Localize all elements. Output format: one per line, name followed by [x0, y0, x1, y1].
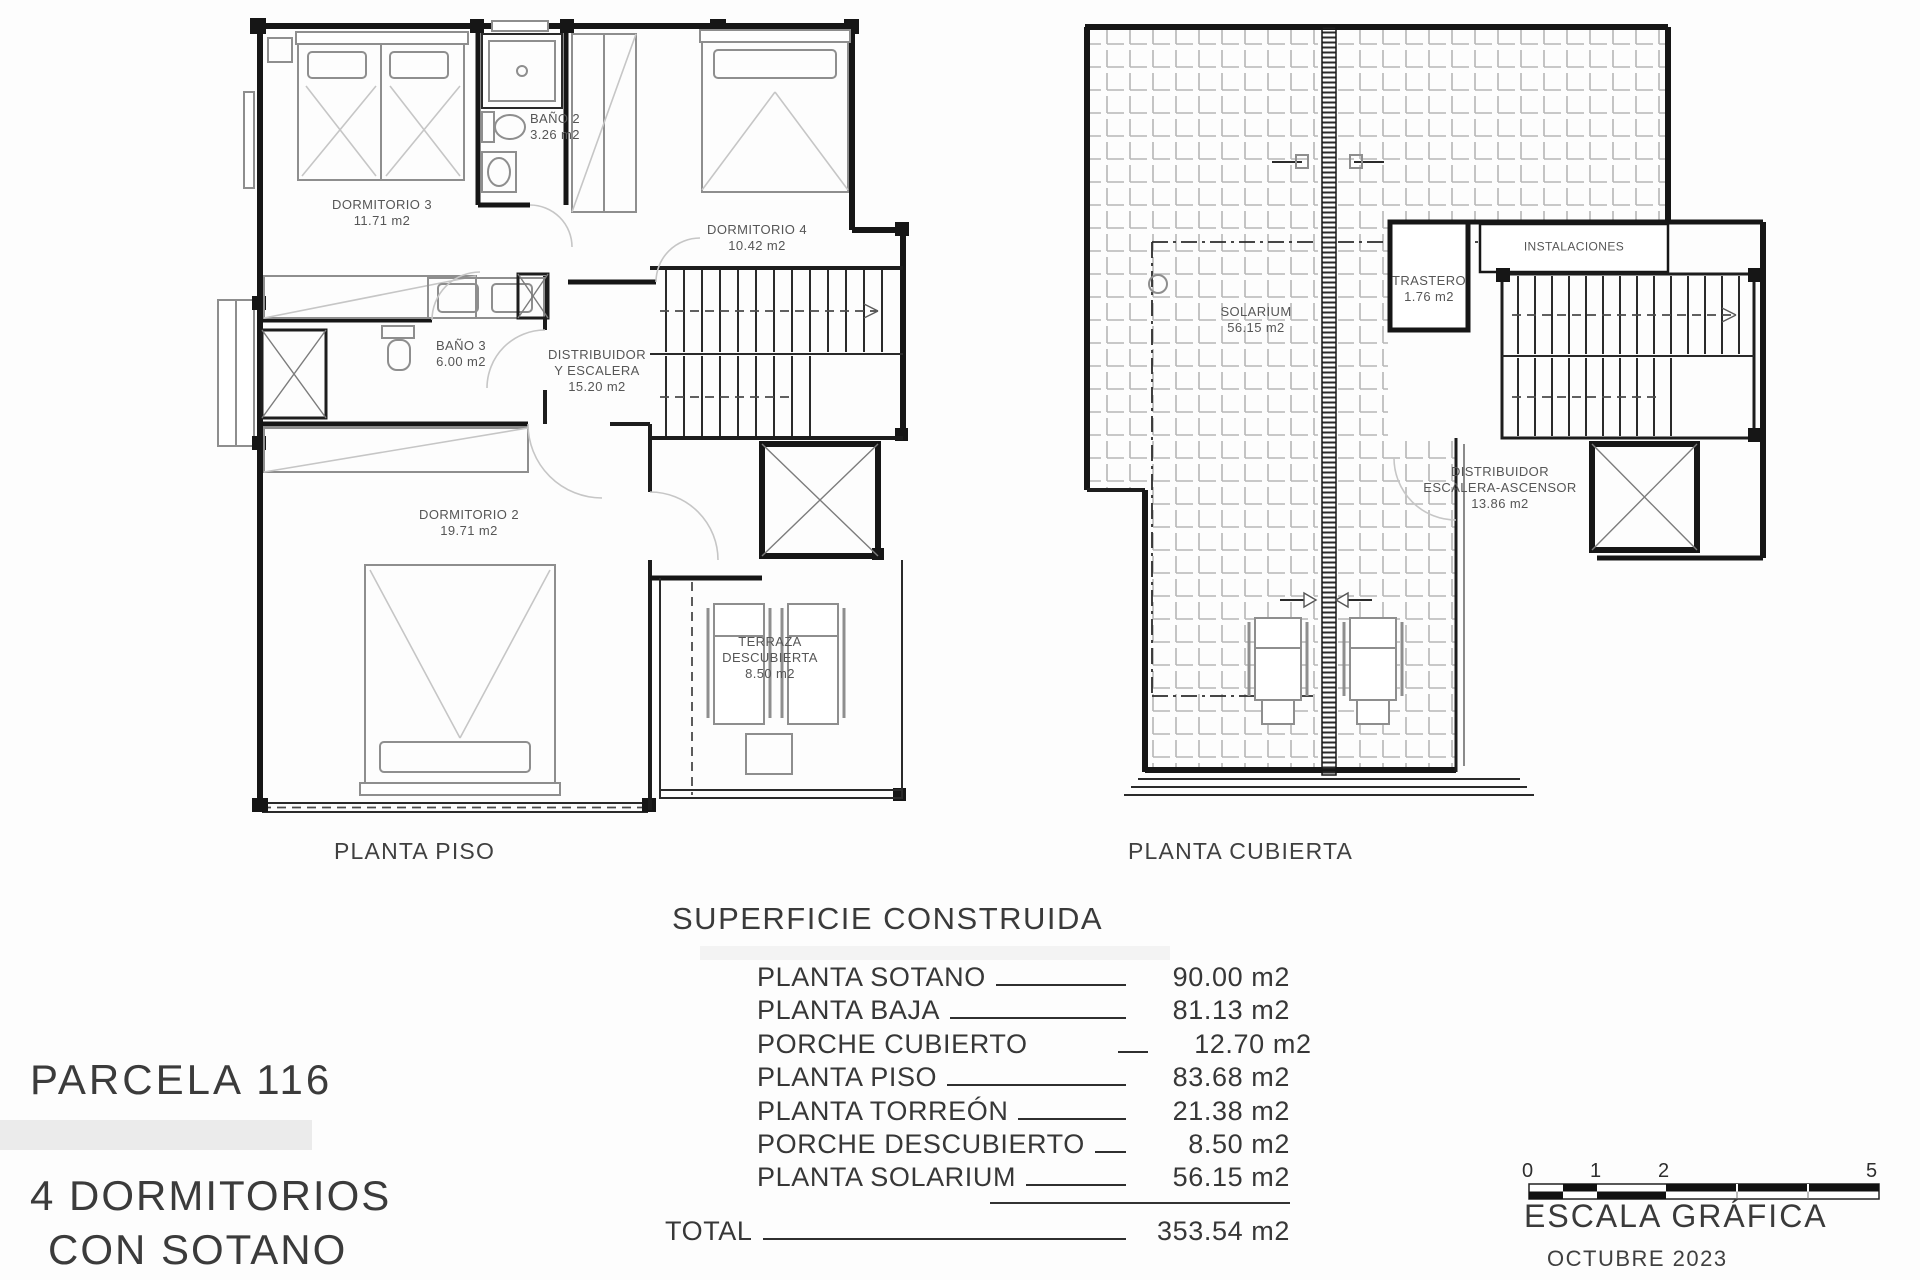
party-wall	[1322, 27, 1336, 775]
row-label: PLANTA PISO	[757, 1062, 938, 1093]
scale-tick-2: 2	[1658, 1160, 1670, 1182]
surface-table	[757, 962, 1312, 1196]
leader-line	[1018, 1118, 1126, 1120]
row-label: PLANTA SOLARIUM	[757, 1162, 1017, 1193]
shower-icon	[482, 34, 562, 108]
leader-line	[1095, 1151, 1126, 1153]
room-name: DISTRIBUIDOR	[548, 347, 646, 363]
room-area: 13.86 m2	[1471, 495, 1529, 511]
elevator-icon	[1592, 444, 1697, 550]
room-area: 6.00 m2	[436, 354, 486, 369]
room-area: 19.71 m2	[440, 523, 498, 538]
room-name: DORMITORIO 4	[707, 222, 807, 238]
room-label-instalaciones	[1524, 240, 1624, 255]
scale-tick-1: 1	[1590, 1160, 1602, 1182]
double-bed-icon	[268, 32, 468, 180]
total-label: TOTAL	[665, 1216, 753, 1246]
wardrobe-icon	[264, 428, 528, 472]
scan-artifact	[700, 946, 1170, 960]
table-row	[757, 1096, 1290, 1129]
project-type-line2: CON SOTANO	[48, 1226, 348, 1273]
plan-cubierta-geometry	[1085, 27, 1763, 795]
table-row	[757, 1129, 1290, 1162]
room-label-dormitorio-4	[707, 222, 807, 254]
plan-caption-piso: PLANTA PISO	[334, 838, 496, 864]
room-area: 1.76 m2	[1404, 289, 1454, 304]
row-value: 21.38 m2	[1172, 1095, 1290, 1126]
row-label: PORCHE DESCUBIERTO	[757, 1128, 1085, 1159]
room-area: 56.15 m2	[1227, 320, 1285, 335]
table-row	[757, 995, 1290, 1028]
table-row	[757, 1162, 1290, 1195]
room-label-distribuidor	[548, 347, 646, 395]
room-area: 15.20 m2	[568, 378, 626, 394]
row-value: 8.50 m2	[1188, 1128, 1290, 1159]
room-name: Y ESCALERA	[554, 363, 640, 379]
row-label: PLANTA SOTANO	[757, 962, 986, 992]
total-value: 353.54 m2	[1157, 1216, 1290, 1246]
room-name: DORMITORIO 3	[332, 197, 432, 213]
room-label-dormitorio-2	[419, 507, 519, 539]
wardrobe-icon	[572, 34, 636, 212]
table-icon	[746, 734, 792, 774]
leader-line	[947, 1084, 1126, 1086]
project-type-line1: 4 DORMITORIOS	[30, 1172, 392, 1219]
room-name: INSTALACIONES	[1523, 239, 1625, 254]
stairs-icon	[1496, 268, 1762, 442]
room-name: SOLARIUM	[1220, 304, 1292, 320]
room-label-solarium	[1220, 304, 1291, 336]
table-row	[757, 962, 1290, 995]
table-row	[757, 1062, 1290, 1095]
room-name: DISTRIBUIDOR	[1451, 464, 1549, 480]
room-area: 11.71 m2	[353, 213, 411, 228]
piso-interior-walls	[262, 26, 762, 810]
row-label: PLANTA TORREÓN	[757, 1095, 1009, 1126]
graphic-scale-title: ESCALA GRÁFICA	[1524, 1198, 1828, 1234]
leader-line	[763, 1238, 1126, 1240]
row-value: 56.15 m2	[1172, 1162, 1290, 1193]
vanity-icon	[428, 278, 544, 318]
elevator-icon	[762, 444, 878, 556]
plan-date: OCTUBRE 2023	[1547, 1246, 1728, 1271]
toilet-icon	[382, 326, 414, 370]
room-name: DESCUBIERTA	[722, 650, 818, 666]
plan-caption-cubierta: PLANTA CUBIERTA	[1128, 838, 1354, 864]
room-label-distribuidor-ascensor	[1423, 464, 1576, 512]
table-total-row	[665, 1216, 1290, 1247]
leader-line	[1026, 1184, 1126, 1186]
room-label-dormitorio-3	[332, 197, 432, 229]
leader-line	[1118, 1051, 1148, 1053]
room-name: BAÑO 3	[435, 338, 487, 354]
room-name: TERRAZA	[738, 634, 802, 650]
single-bed-icon	[700, 30, 850, 192]
subtotal-line	[990, 1202, 1290, 1204]
room-area: 8.50 m2	[745, 665, 795, 681]
row-value: 83.68 m2	[1172, 1062, 1290, 1093]
row-label: PORCHE CUBIERTO	[757, 1028, 1028, 1059]
door-arc	[487, 330, 545, 388]
room-label-trastero	[1392, 273, 1466, 305]
door-arc	[530, 205, 572, 247]
door-arc	[650, 492, 718, 560]
leader-line	[996, 984, 1126, 986]
toilet-icon	[482, 112, 525, 142]
room-name: ESCALERA-ASCENSOR	[1423, 480, 1577, 496]
scan-artifact	[0, 1120, 312, 1150]
room-name: BAÑO 2	[529, 111, 581, 127]
room-label-bano-3	[436, 338, 486, 370]
row-value: 12.70 m2	[1194, 1028, 1312, 1059]
double-bed-icon	[360, 565, 560, 795]
row-label: PLANTA BAJA	[757, 995, 941, 1026]
room-name: TRASTERO	[1392, 273, 1466, 289]
scale-tick-5: 5	[1866, 1160, 1878, 1182]
sink-icon	[482, 152, 516, 192]
scale-tick-0: 0	[1522, 1160, 1534, 1182]
door-arc	[656, 238, 700, 282]
table-row	[757, 1028, 1312, 1062]
parcel-title: PARCELA 116	[30, 1056, 333, 1103]
shower-icon	[262, 330, 326, 418]
room-name: DORMITORIO 2	[419, 507, 519, 523]
room-area: 10.42 m2	[728, 238, 786, 253]
row-value: 90.00 m2	[1172, 962, 1290, 992]
stairs-icon	[650, 268, 903, 438]
room-area: 3.26 m2	[530, 127, 580, 142]
door-arc	[528, 424, 602, 498]
room-label-bano-2	[530, 111, 580, 143]
row-value: 81.13 m2	[1172, 995, 1290, 1026]
surface-table-title: SUPERFICIE CONSTRUIDA	[672, 901, 1104, 936]
room-label-terraza	[722, 634, 818, 682]
leader-line	[950, 1017, 1126, 1019]
